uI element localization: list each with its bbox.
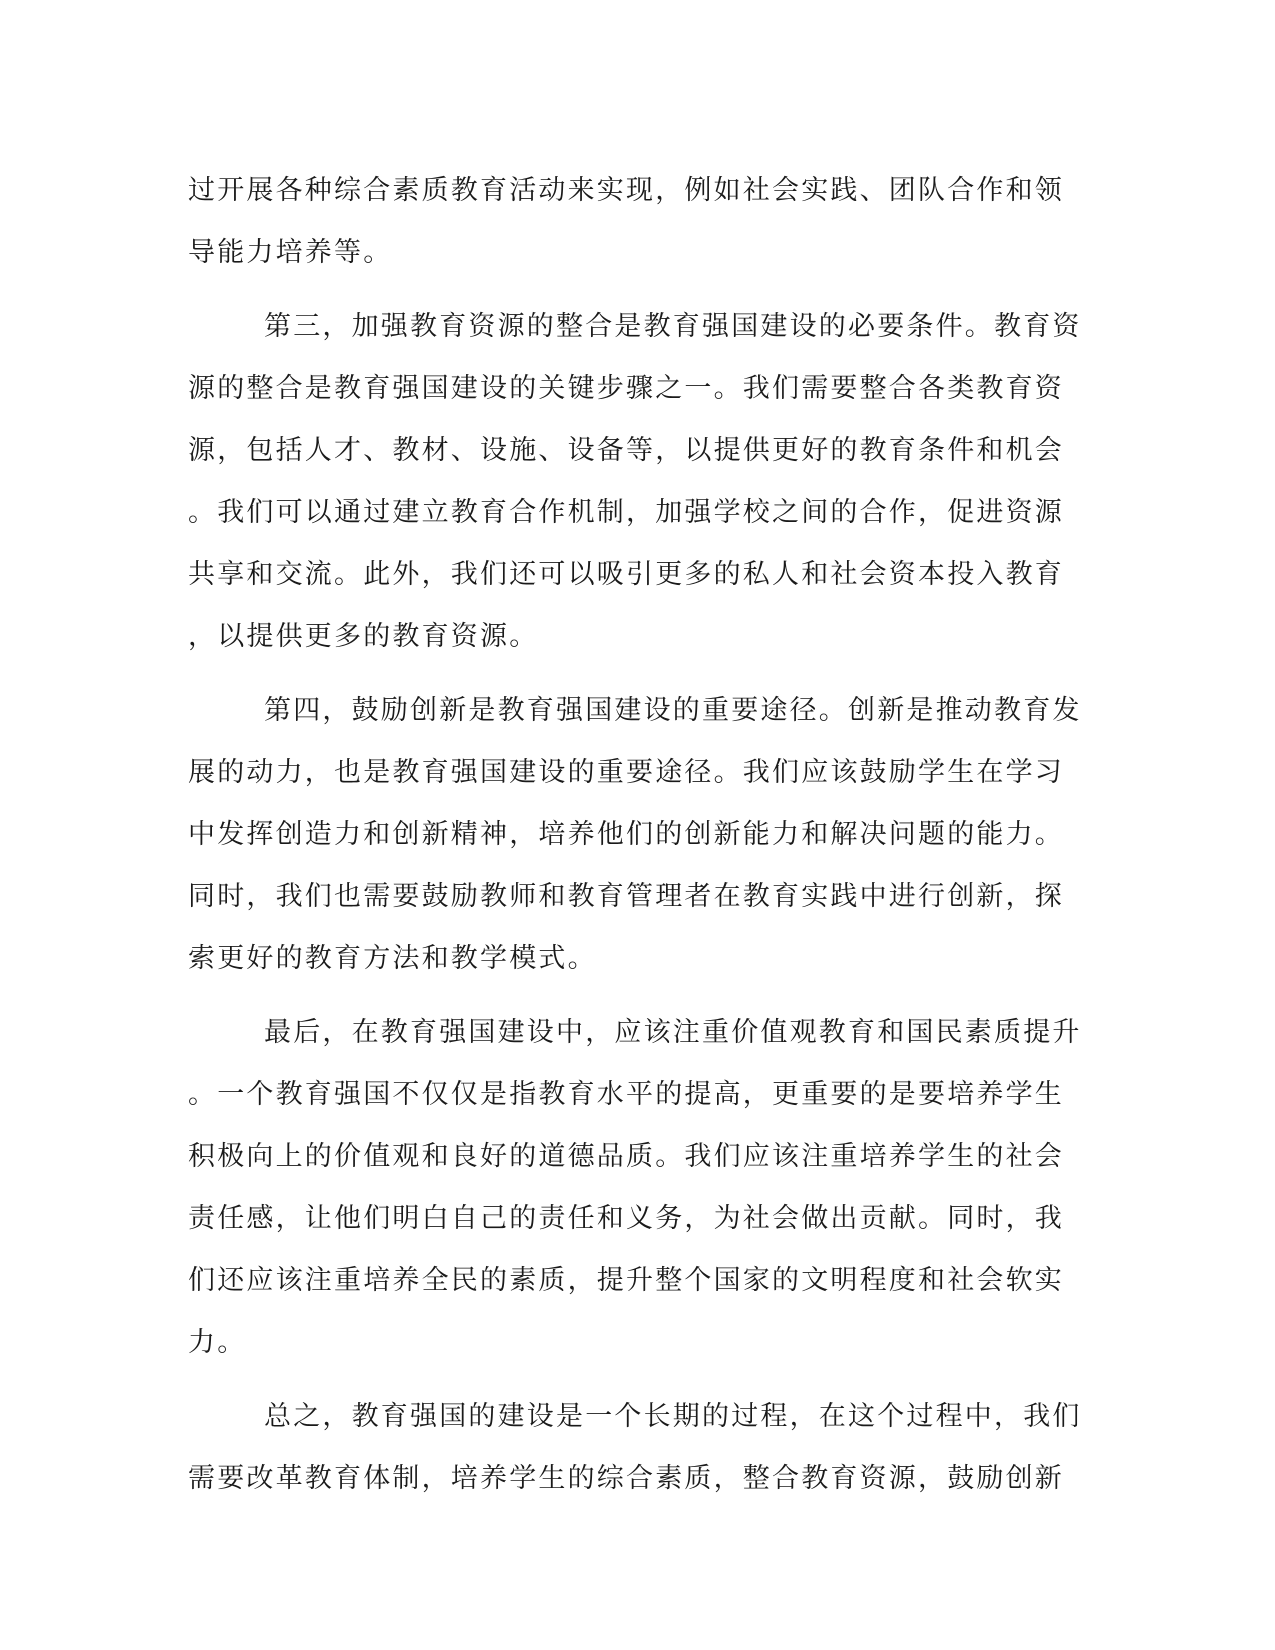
text-line: 第四，鼓励创新是教育强国建设的重要途径。创新是推动教育发: [264, 695, 1082, 726]
text-line: 。一个教育强国不仅仅是指教育水平的提高，更重要的是要培养学生: [188, 1079, 1064, 1110]
text-line: 同时，我们也需要鼓励教师和教育管理者在教育实践中进行创新，探: [188, 881, 1064, 912]
paragraph-continued: [188, 160, 1088, 284]
text-line: 共享和交流。此外，我们还可以吸引更多的私人和社会资本投入教育: [188, 559, 1064, 590]
text-line: 源的整合是教育强国建设的关键步骤之一。我们需要整合各类教育资: [188, 373, 1064, 404]
text-line: 索更好的教育方法和教学模式。: [188, 943, 597, 974]
text-line: 总之，教育强国的建设是一个长期的过程，在这个过程中，我们: [264, 1401, 1082, 1432]
text-line: 责任感，让他们明白自己的责任和义务，为社会做出贡献。同时，我: [188, 1203, 1064, 1234]
text-line: 源，包括人才、教材、设施、设备等，以提供更好的教育条件和机会: [188, 435, 1064, 466]
text-line: 积极向上的价值观和良好的道德品质。我们应该注重培养学生的社会: [188, 1141, 1064, 1172]
document-body: [188, 160, 1088, 1510]
paragraph-innovation: [188, 680, 1088, 990]
text-line: 最后，在教育强国建设中，应该注重价值观教育和国民素质提升: [264, 1017, 1082, 1048]
text-line: 们还应该注重培养全民的素质，提升整个国家的文明程度和社会软实: [188, 1265, 1064, 1296]
paragraph-conclusion: [188, 1386, 1088, 1510]
text-line: 。我们可以通过建立教育合作机制，加强学校之间的合作，促进资源: [188, 497, 1064, 528]
text-line: 力。: [188, 1327, 247, 1358]
text-line: ，以提供更多的教育资源。: [188, 621, 539, 652]
paragraph-resources: [188, 296, 1088, 668]
text-line: 导能力培养等。: [188, 237, 393, 268]
text-line: 过开展各种综合素质教育活动来实现，例如社会实践、团队合作和领: [188, 175, 1064, 206]
paragraph-values: [188, 1002, 1088, 1374]
text-line: 展的动力，也是教育强国建设的重要途径。我们应该鼓励学生在学习: [188, 757, 1064, 788]
text-line: 第三，加强教育资源的整合是教育强国建设的必要条件。教育资: [264, 311, 1082, 342]
text-line: 需要改革教育体制，培养学生的综合素质，整合教育资源，鼓励创新: [188, 1463, 1064, 1494]
text-line: 中发挥创造力和创新精神，培养他们的创新能力和解决问题的能力。: [188, 819, 1064, 850]
